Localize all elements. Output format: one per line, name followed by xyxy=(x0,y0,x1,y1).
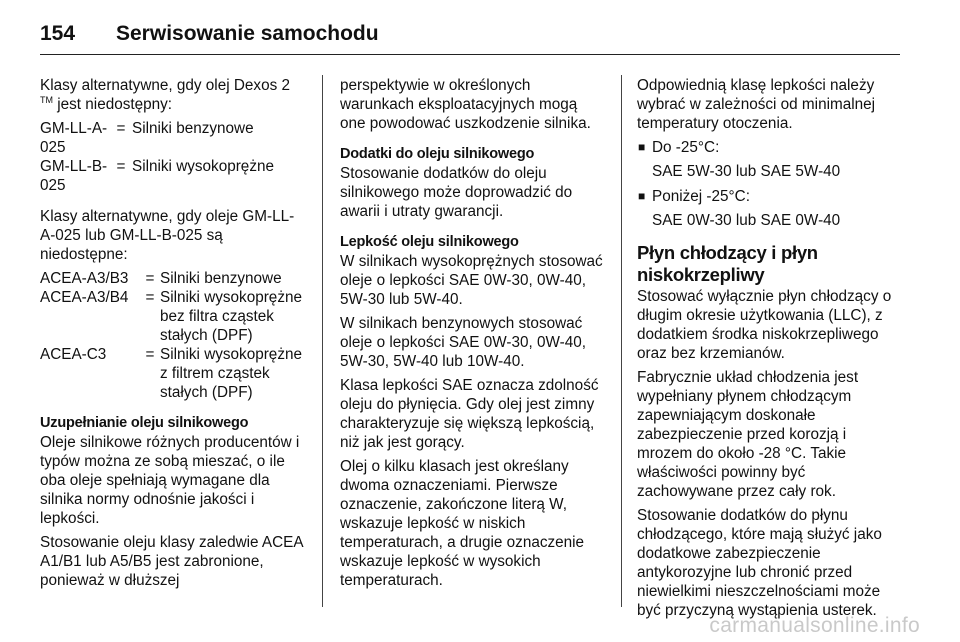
paragraph: Oleje silnikowe różnych producentów i typów można ze sobą mieszać, o ile oba oleje spełniają wymagane dla silnika normy odnośnie jakości i lepkości. xyxy=(40,434,300,527)
section-heading-topping-up: Uzupełnianie oleju silnikowego xyxy=(40,415,249,431)
paragraph: Klasa lepkości SAE oznacza zdolność oleju do płynięcia. Gdy olej jest zimny charakteryzuje się większą lepkością, niż jak jest gorący. xyxy=(340,377,599,451)
paragraph-continued: perspektywie w określonych warunkach eksploatacyjnych mogą one powodować uszkodzenie silnika. xyxy=(340,77,591,132)
table-row: ACEA-A3/B4 = Silniki wysokoprężne bez filtra cząstek stałych (DPF) xyxy=(40,289,302,344)
temperature-list xyxy=(637,138,905,230)
oil-spec-table-acea xyxy=(40,269,306,402)
paragraph: W silnikach benzynowych stosować oleje o lepkości SAE 0W-30, 0W-40, 5W-30, 5W-40 lub 10W-40. xyxy=(340,315,587,370)
section-heading-additives: Dodatki do oleju silnikowego xyxy=(340,146,535,162)
intro-paragraph-gm: Klasy alternatywne, gdy oleje GM-LL-A-025 lub GM-LL-B-025 są niedostępne: xyxy=(40,208,295,263)
trademark-mark: TM xyxy=(40,94,53,105)
paragraph: Stosowanie dodatków do oleju silnikowego może doprowadzić do awarii i utraty gwarancji. xyxy=(340,165,573,220)
column-divider-2 xyxy=(621,75,622,607)
paragraph: Stosowanie dodatków do płynu chłodzącego, które mają służyć jako dodatkowe zabezpieczenie antykorozyjne lub chronić przed niewielkimi nieszczelnościami może być przyczyną wystąpienia usterek. xyxy=(637,507,882,619)
paragraph: Stosować wyłącznie płyn chłodzący o długim okresie użytkowania (LLC), z dodatkiem środka niskokrzepliwego oraz bez krzemianów. xyxy=(637,288,892,362)
watermark: carmanualsonline.info xyxy=(709,614,920,637)
paragraph: W silnikach wysokoprężnych stosować oleje o lepkości SAE 0W-30, 0W-40, 5W-30 lub 5W-40. xyxy=(340,253,603,308)
column-divider-1 xyxy=(322,75,323,607)
oil-spec-table-gm xyxy=(40,119,274,195)
list-item: ■ Poniżej -25°C: SAE 0W-30 lub SAE 0W-40 xyxy=(638,188,841,229)
list-item: ■ Do -25°C: SAE 5W-30 lub SAE 5W-40 xyxy=(638,139,841,180)
column-1 xyxy=(40,76,306,595)
page-number: 154 xyxy=(40,22,76,45)
paragraph: Fabrycznie układ chłodzenia jest wypełniany płynem chłodzącym zapewniającym doskonałe zabezpieczenie przed korozją i mrozem do około -28 °C. Takie właściwości powinny być zachowywane przez cały rok. xyxy=(637,369,859,500)
chapter-title: Serwisowanie samochodu xyxy=(116,22,379,45)
section-heading-viscosity: Lepkość oleju silnikowego xyxy=(340,234,519,250)
table-row: ACEA-A3/B3 = Silniki benzynowe xyxy=(40,270,282,287)
paragraph: Stosowanie oleju klasy zaledwie ACEA A1/B1 lub A5/B5 jest zabronione, ponieważ w dłuższej xyxy=(40,534,303,589)
table-row: GM-LL-A-025 = Silniki benzynowe xyxy=(40,120,254,156)
square-bullet-icon: ■ xyxy=(638,140,646,154)
paragraph: Odpowiednią klasę lepkości należy wybrać w zależności od minimalnej temperatury otoczenia. xyxy=(637,77,876,132)
column-2 xyxy=(340,76,606,595)
column-3 xyxy=(637,76,905,625)
section-heading-coolant: Płyn chłodzący i płyn niskokrzepliwy xyxy=(637,242,818,285)
intro-paragraph-dexos: Klasy alternatywne, gdy olej Dexos 2 ™ jest niedostępny: xyxy=(40,77,290,113)
table-row: GM-LL-B-025 = Silniki wysokoprężne xyxy=(40,158,274,194)
table-row: ACEA-C3 = Silniki wysokoprężne z filtrem cząstek stałych (DPF) xyxy=(40,346,302,401)
paragraph: Olej o kilku klasach jest określany dwoma oznaczeniami. Pierwsze oznaczenie, zakończone literą W, wskazuje lepkość w niskich temperaturach, a drugie oznaczenie wskazuje lepkość w wysokich temperaturach. xyxy=(340,458,585,589)
page-header xyxy=(40,14,900,55)
square-bullet-icon: ■ xyxy=(638,189,646,203)
